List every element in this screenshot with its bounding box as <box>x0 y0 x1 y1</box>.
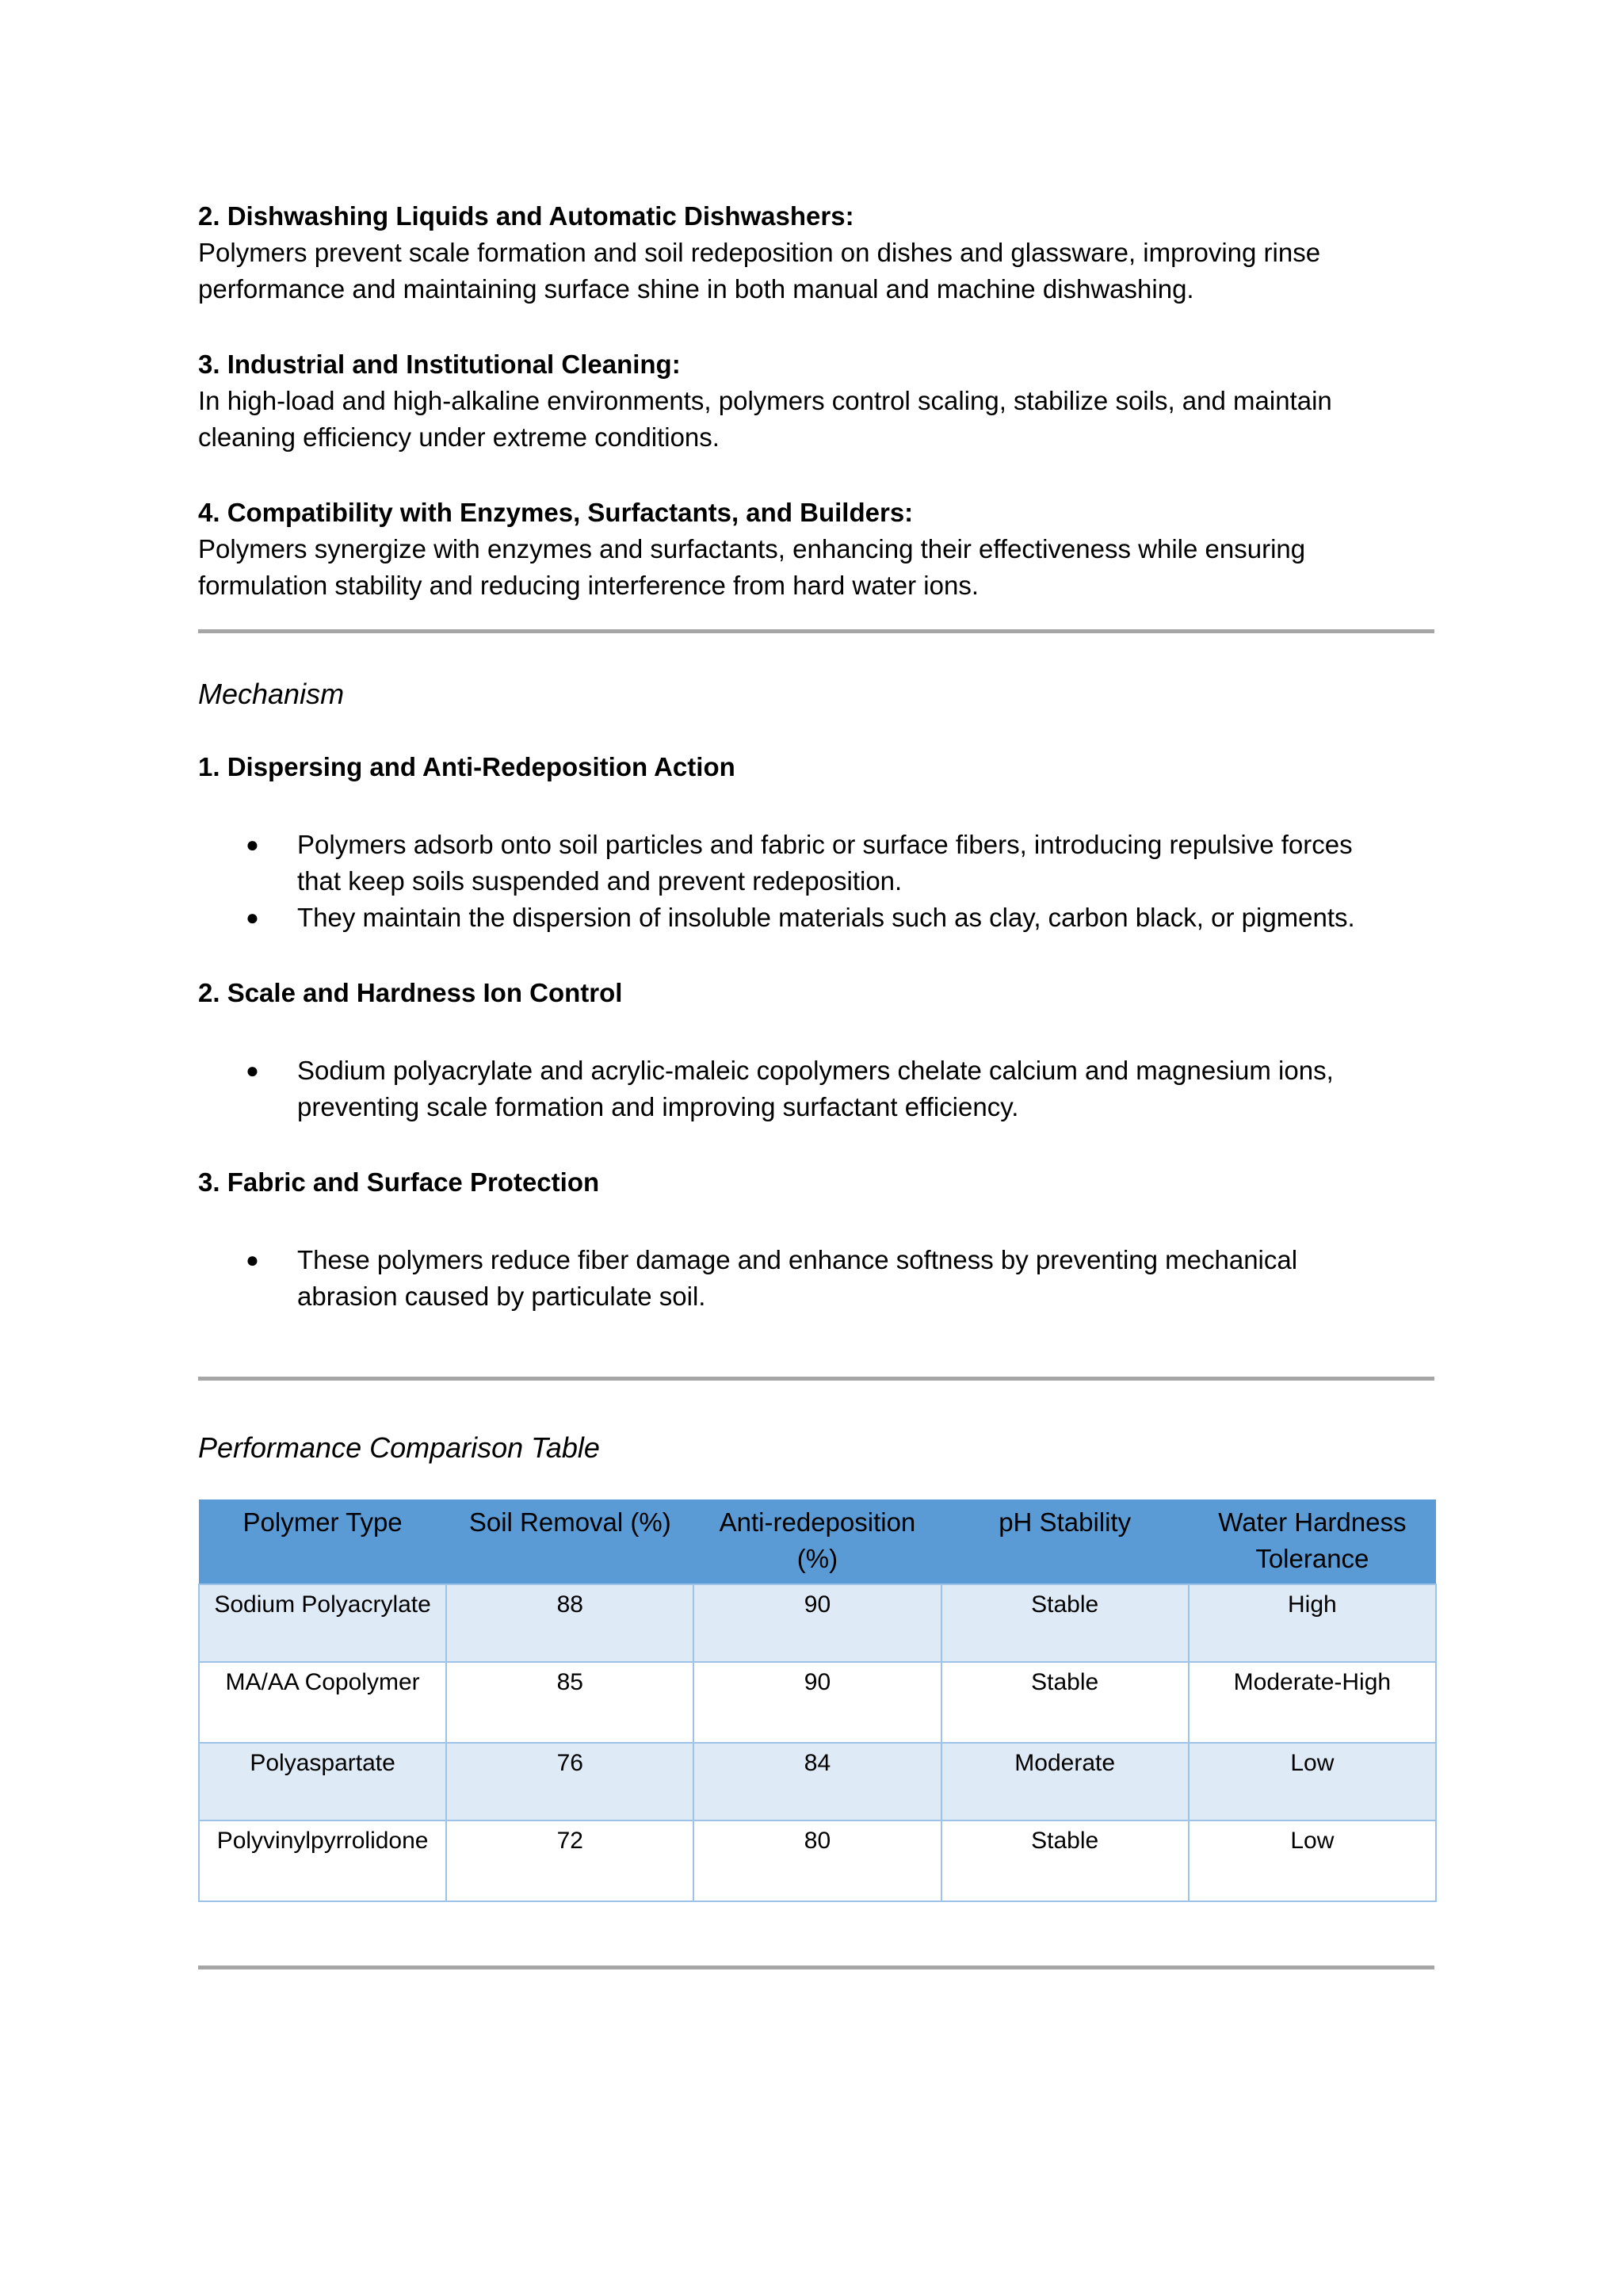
table-cell: Low <box>1189 1743 1436 1820</box>
table-cell: Moderate <box>941 1743 1189 1820</box>
mechanism-bullet-list <box>198 1052 1434 1125</box>
mechanism-bullet-list <box>198 1242 1434 1315</box>
mechanism-subsection-heading: 1. Dispersing and Anti-Redeposition Action <box>198 752 735 781</box>
column-header: Water Hardness Tolerance <box>1189 1499 1436 1584</box>
table-cell: Stable <box>941 1584 1189 1662</box>
application-text-line: formulation stability and reducing interference from hard water ions. <box>198 571 979 600</box>
table-cell: 90 <box>693 1662 941 1743</box>
bullet-text-line: These polymers reduce fiber damage and enhance softness by preventing mechanical <box>297 1245 1298 1274</box>
table-cell: 84 <box>693 1743 941 1820</box>
table-cell: 76 <box>446 1743 693 1820</box>
section-divider <box>198 1377 1434 1381</box>
bullet-icon: ● <box>246 905 259 930</box>
application-text-line: performance and maintaining surface shine in both manual and machine dishwashing. <box>198 274 1194 304</box>
column-header: pH Stability <box>941 1499 1189 1584</box>
table-cell: 80 <box>693 1820 941 1901</box>
application-compatibility <box>198 495 1434 604</box>
table-cell: Stable <box>941 1820 1189 1901</box>
performance-table-title: Performance Comparison Table <box>198 1431 600 1464</box>
bullet-text-line: Polymers adsorb onto soil particles and fabric or surface fibers, introducing repulsive forces <box>297 830 1353 859</box>
bullet-item <box>198 827 1434 900</box>
application-dishwashing <box>198 198 1434 308</box>
bullet-icon: ● <box>246 1247 259 1272</box>
application-text-line: In high-load and high-alkaline environments, polymers control scaling, stabilize soils, and maintain <box>198 386 1332 415</box>
mechanism-subsection-heading: 3. Fabric and Surface Protection <box>198 1167 600 1197</box>
bullet-item <box>198 1242 1434 1315</box>
application-heading: 3. Industrial and Institutional Cleaning: <box>198 350 681 379</box>
table-cell: MA/AA Copolymer <box>199 1662 446 1743</box>
table-row <box>199 1662 1436 1743</box>
table-row <box>199 1820 1436 1901</box>
table-cell: 88 <box>446 1584 693 1662</box>
table-cell: 90 <box>693 1584 941 1662</box>
table-cell: 72 <box>446 1820 693 1901</box>
application-text-line: cleaning efficiency under extreme conditions. <box>198 422 720 452</box>
bullet-text-line: preventing scale formation and improving surfactant efficiency. <box>297 1092 1019 1121</box>
table-cell: Polyvinylpyrrolidone <box>199 1820 446 1901</box>
performance-comparison-table <box>198 1499 1437 1902</box>
mechanism-subsection-heading: 2. Scale and Hardness Ion Control <box>198 978 623 1007</box>
table-row <box>199 1584 1436 1662</box>
table-header-row <box>199 1499 1436 1584</box>
bullet-icon: ● <box>246 832 259 857</box>
bullet-text-line: Sodium polyacrylate and acrylic-maleic copolymers chelate calcium and magnesium ions, <box>297 1056 1334 1085</box>
section-divider <box>198 1966 1434 1969</box>
column-header: Polymer Type <box>199 1499 446 1584</box>
mechanism-bullet-list <box>198 827 1434 936</box>
column-header: Soil Removal (%) <box>446 1499 693 1584</box>
application-industrial <box>198 346 1434 456</box>
bullet-icon: ● <box>246 1058 259 1083</box>
application-text-line: Polymers synergize with enzymes and surfactants, enhancing their effectiveness while ensuring <box>198 534 1306 563</box>
table-cell: Sodium Polyacrylate <box>199 1584 446 1662</box>
bullet-text-line: They maintain the dispersion of insoluble materials such as clay, carbon black, or pigments. <box>297 903 1355 932</box>
bullet-text-line: that keep soils suspended and prevent redeposition. <box>297 866 903 896</box>
document-page <box>198 198 1434 1969</box>
table-cell: Stable <box>941 1662 1189 1743</box>
bullet-text-line: abrasion caused by particulate soil. <box>297 1282 706 1311</box>
application-heading: 4. Compatibility with Enzymes, Surfactants, and Builders: <box>198 498 914 527</box>
application-heading: 2. Dishwashing Liquids and Automatic Dishwashers: <box>198 201 854 231</box>
table-row <box>199 1743 1436 1820</box>
bullet-item <box>198 1052 1434 1125</box>
section-divider <box>198 629 1434 633</box>
mechanism-title: Mechanism <box>198 678 345 710</box>
table-cell: Moderate-High <box>1189 1662 1436 1743</box>
table-cell: Polyaspartate <box>199 1743 446 1820</box>
table-cell: High <box>1189 1584 1436 1662</box>
bullet-item <box>198 900 1434 936</box>
application-text-line: Polymers prevent scale formation and soil redeposition on dishes and glassware, improving rinse <box>198 238 1321 267</box>
table-cell: Low <box>1189 1820 1436 1901</box>
table-cell: 85 <box>446 1662 693 1743</box>
column-header: Anti-redeposition (%) <box>693 1499 941 1584</box>
